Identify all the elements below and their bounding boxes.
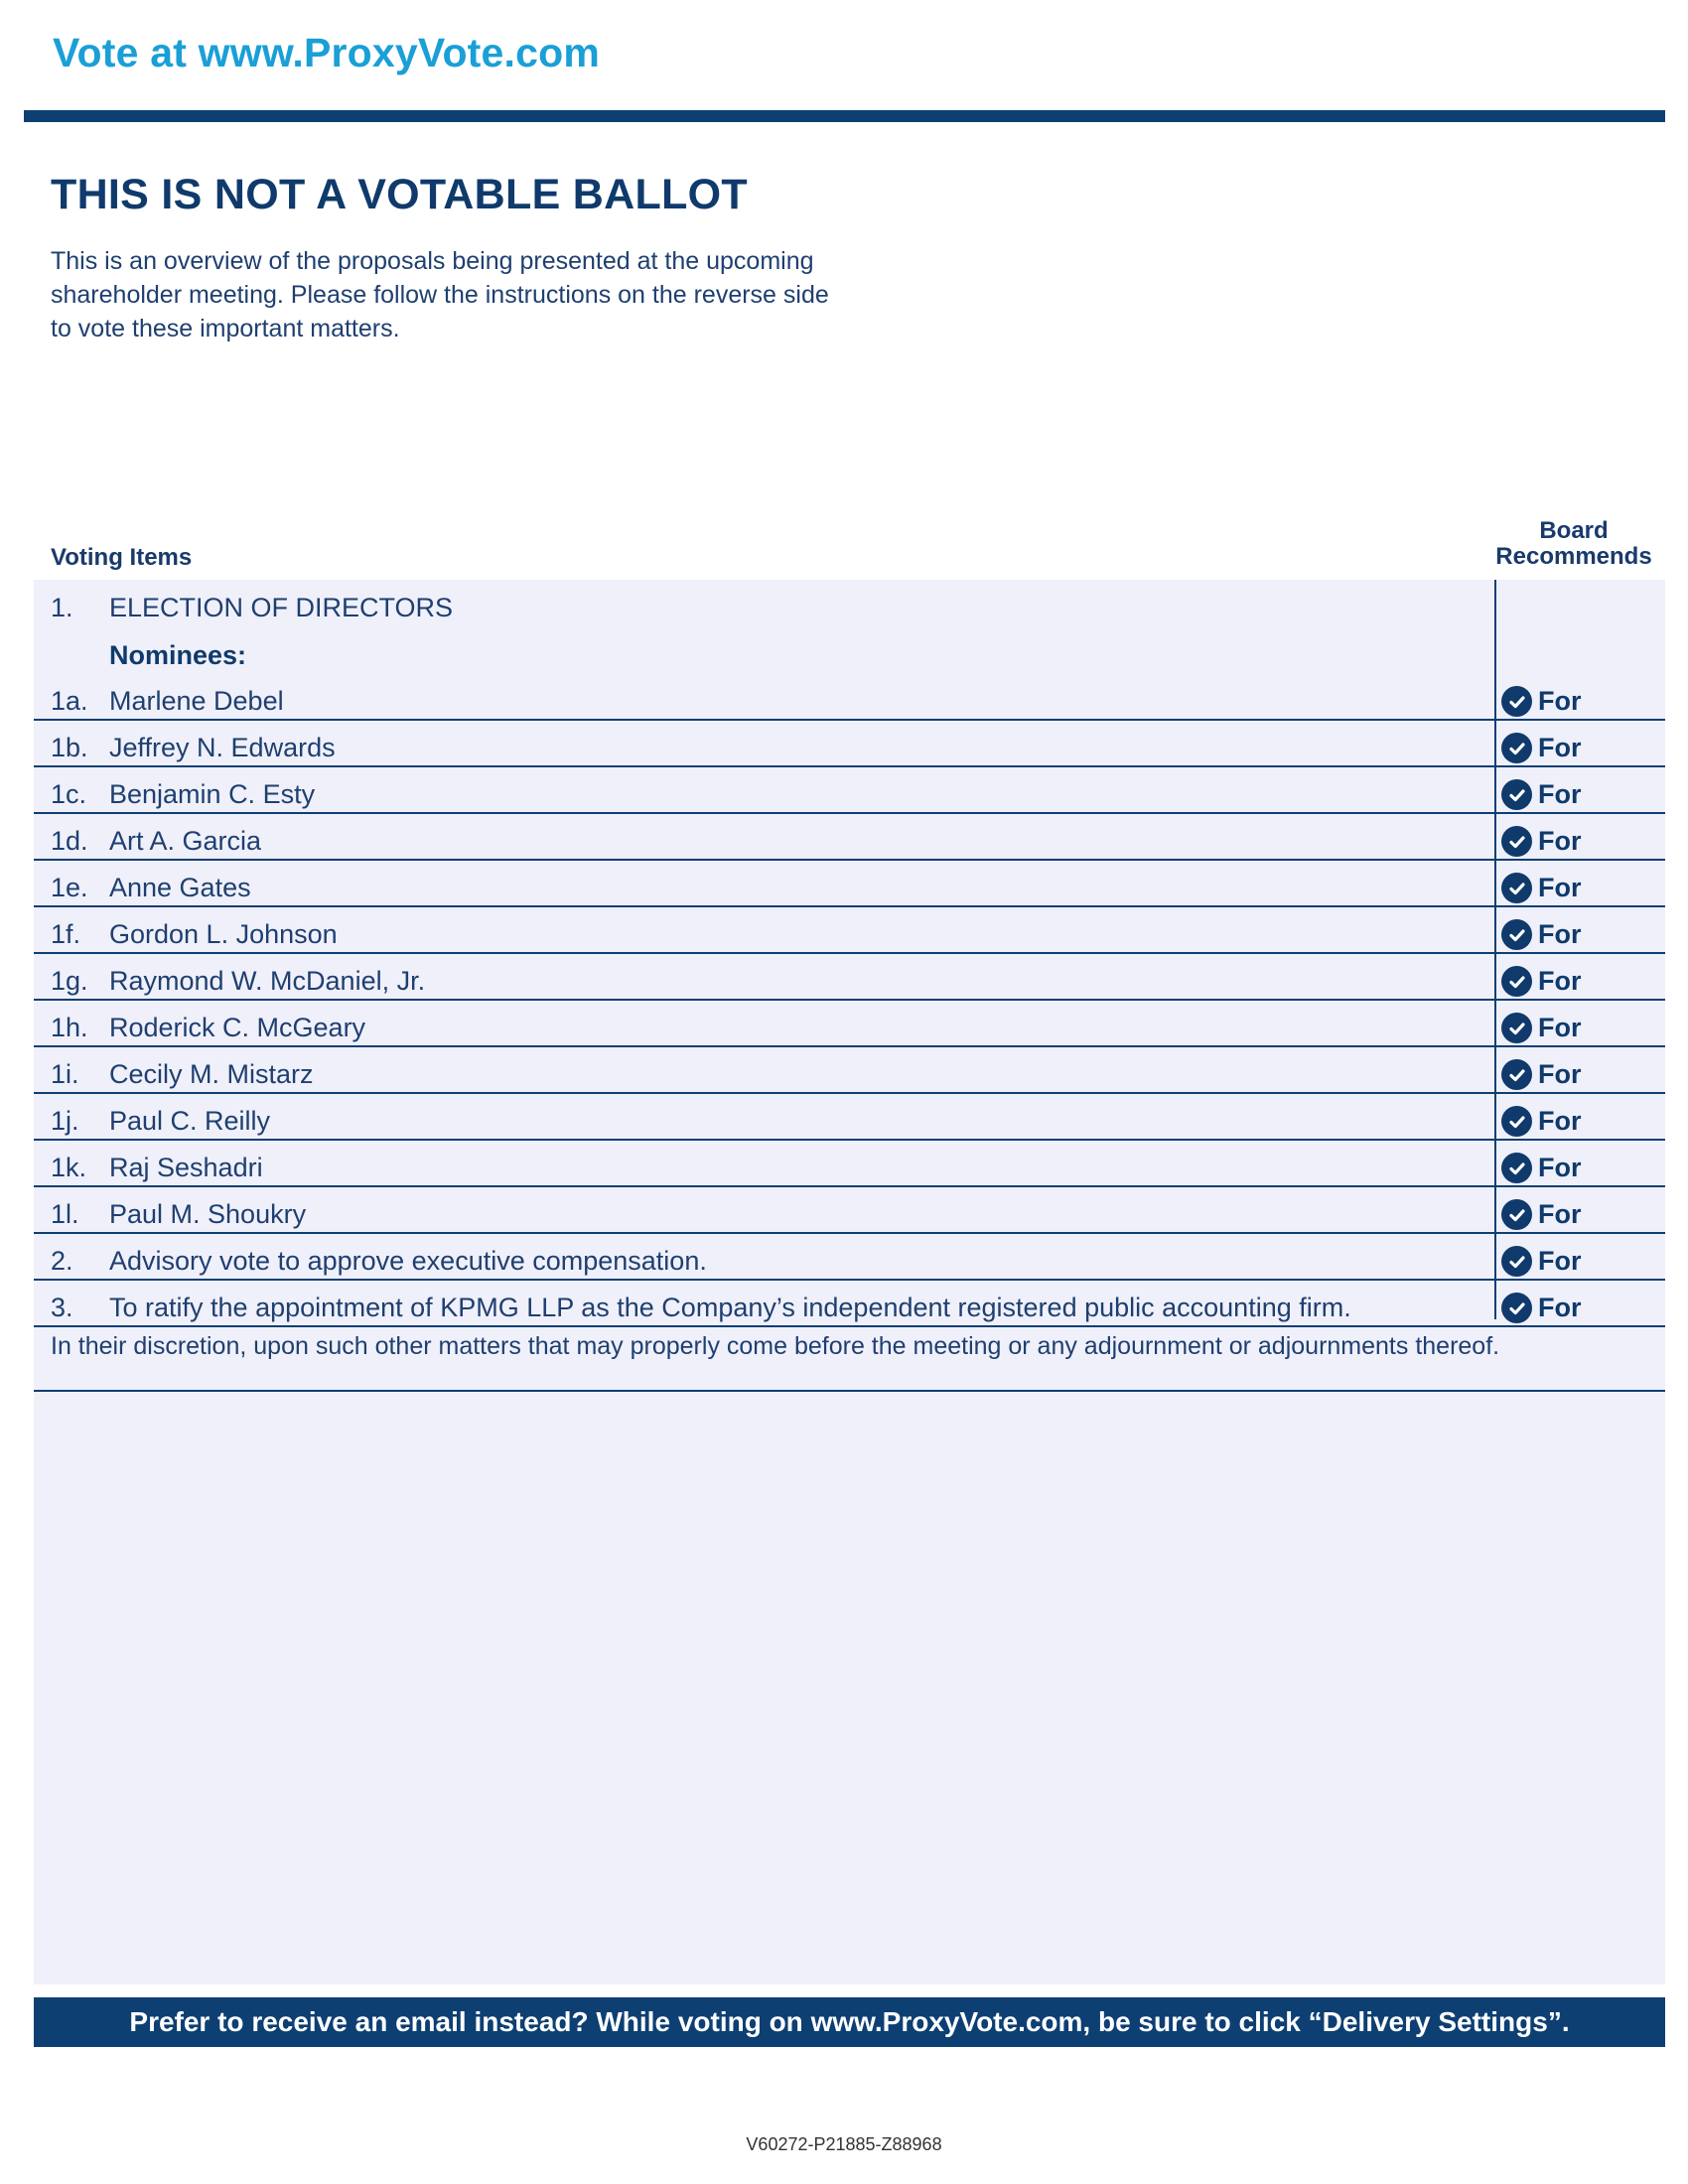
recommendation-label: For [1538, 966, 1582, 996]
board-recommendation [1501, 1013, 1582, 1043]
board-recommendation [1501, 919, 1582, 950]
row-divider [34, 952, 1665, 954]
item-number: 1f. [51, 919, 81, 949]
board-recommendation [1501, 966, 1582, 997]
nominees-label: Nominees: [109, 640, 247, 670]
vote-link[interactable]: Vote at www.ProxyVote.com [53, 30, 601, 75]
item-text: Roderick C. McGeary [109, 1013, 366, 1042]
item-text: Paul M. Shoukry [109, 1199, 307, 1229]
board-recommendation [1501, 1106, 1582, 1137]
column-header-voting-items: Voting Items [51, 544, 193, 571]
check-circle-icon [1501, 1199, 1532, 1230]
item-text: Raymond W. McDaniel, Jr. [109, 966, 426, 996]
recommendation-label: For [1538, 1153, 1582, 1182]
check-circle-icon [1501, 1293, 1532, 1323]
recommendation-label: For [1538, 873, 1582, 902]
item-number: 1j. [51, 1106, 79, 1136]
item-text: Raj Seshadri [109, 1153, 263, 1182]
item-number: 1e. [51, 873, 88, 902]
recommendation-label: For [1538, 1199, 1582, 1229]
item-number: 1a. [51, 686, 88, 716]
item-number: 1c. [51, 779, 87, 809]
recommendation-label: For [1538, 1293, 1582, 1322]
item-number: 1l. [51, 1199, 79, 1229]
row-divider [34, 1045, 1665, 1047]
item-number: 1. [51, 593, 73, 622]
board-recommendation [1501, 733, 1582, 763]
recommendation-column-divider [1494, 580, 1496, 1319]
document-code: V60272-P21885-Z88968 [746, 2134, 942, 2154]
row-divider [34, 1092, 1665, 1094]
page-title: THIS IS NOT A VOTABLE BALLOT [51, 171, 748, 218]
recommendation-label: For [1538, 1106, 1582, 1136]
item-text: Jeffrey N. Edwards [109, 733, 336, 762]
row-divider [34, 1325, 1665, 1327]
check-circle-icon [1501, 919, 1532, 950]
header-divider [24, 110, 1665, 122]
item-text: Marlene Debel [109, 686, 284, 716]
item-text: To ratify the appointment of KPMG LLP as the Company’s independent registered public accounting firm. [109, 1293, 1351, 1322]
check-circle-icon [1501, 1246, 1532, 1277]
item-number: 1i. [51, 1059, 79, 1089]
row-divider [34, 1185, 1665, 1187]
item-number: 1d. [51, 826, 88, 856]
check-circle-icon [1501, 966, 1532, 997]
row-divider [34, 859, 1665, 861]
item-text: Paul C. Reilly [109, 1106, 271, 1136]
recommendation-label: For [1538, 1059, 1582, 1089]
check-circle-icon [1501, 1153, 1532, 1183]
recommendation-label: For [1538, 733, 1582, 762]
item-text: Cecily M. Mistarz [109, 1059, 314, 1089]
item-text: Gordon L. Johnson [109, 919, 338, 949]
board-recommendation [1501, 1246, 1582, 1277]
board-recommendation [1501, 873, 1582, 903]
row-divider [34, 812, 1665, 814]
item-text: Art A. Garcia [109, 826, 262, 856]
table-bottom-rule [34, 1390, 1665, 1392]
item-number: 2. [51, 1246, 73, 1276]
discretion-text: In their discretion, upon such other matters that may properly come before the meeting or any adjournment or adjournments thereof. [51, 1332, 1500, 1360]
check-circle-icon [1501, 1059, 1532, 1090]
check-circle-icon [1501, 779, 1532, 810]
board-recommendation [1501, 779, 1582, 810]
check-circle-icon [1501, 733, 1532, 763]
row-divider [34, 1279, 1665, 1281]
item-number: 3. [51, 1293, 73, 1322]
intro-text: This is an overview of the proposals being presented at the upcoming shareholder meeting. Please follow the instructions on the reverse side to vote these important matters. [51, 247, 829, 342]
board-recommendation [1501, 1293, 1582, 1323]
banner-text: Prefer to receive an email instead? While voting on www.ProxyVote.com, be sure to click “Delivery Settings”. [129, 2006, 1570, 2037]
recommendation-label: For [1538, 686, 1582, 716]
check-circle-icon [1501, 686, 1532, 717]
item-text: Benjamin C. Esty [109, 779, 316, 809]
board-recommendation [1501, 686, 1582, 717]
check-circle-icon [1501, 873, 1532, 903]
column-header-board-recommends [1489, 518, 1658, 570]
board-recommendation [1501, 826, 1582, 857]
recommendation-label: For [1538, 919, 1582, 949]
board-label-line1: Board [1539, 517, 1609, 544]
recommendation-label: For [1538, 826, 1582, 856]
recommendation-label: For [1538, 1013, 1582, 1042]
recommendation-label: For [1538, 779, 1582, 809]
item-text: ELECTION OF DIRECTORS [109, 593, 454, 622]
row-divider [34, 765, 1665, 767]
row-divider [34, 999, 1665, 1001]
item-text: Advisory vote to approve executive compensation. [109, 1246, 707, 1276]
item-number: 1g. [51, 966, 88, 996]
row-divider [34, 905, 1665, 907]
check-circle-icon [1501, 1106, 1532, 1137]
board-recommendation [1501, 1059, 1582, 1090]
check-circle-icon [1501, 826, 1532, 857]
board-label-line2: Recommends [1495, 543, 1652, 570]
item-number: 1h. [51, 1013, 88, 1042]
delivery-settings-banner [34, 1997, 1665, 2047]
row-divider [34, 719, 1665, 721]
board-recommendation [1501, 1153, 1582, 1183]
item-number: 1b. [51, 733, 88, 762]
check-circle-icon [1501, 1013, 1532, 1043]
recommendation-label: For [1538, 1246, 1582, 1276]
item-number: 1k. [51, 1153, 87, 1182]
item-text: Anne Gates [109, 873, 251, 902]
row-divider [34, 1139, 1665, 1141]
board-recommendation [1501, 1199, 1582, 1230]
row-divider [34, 1232, 1665, 1234]
